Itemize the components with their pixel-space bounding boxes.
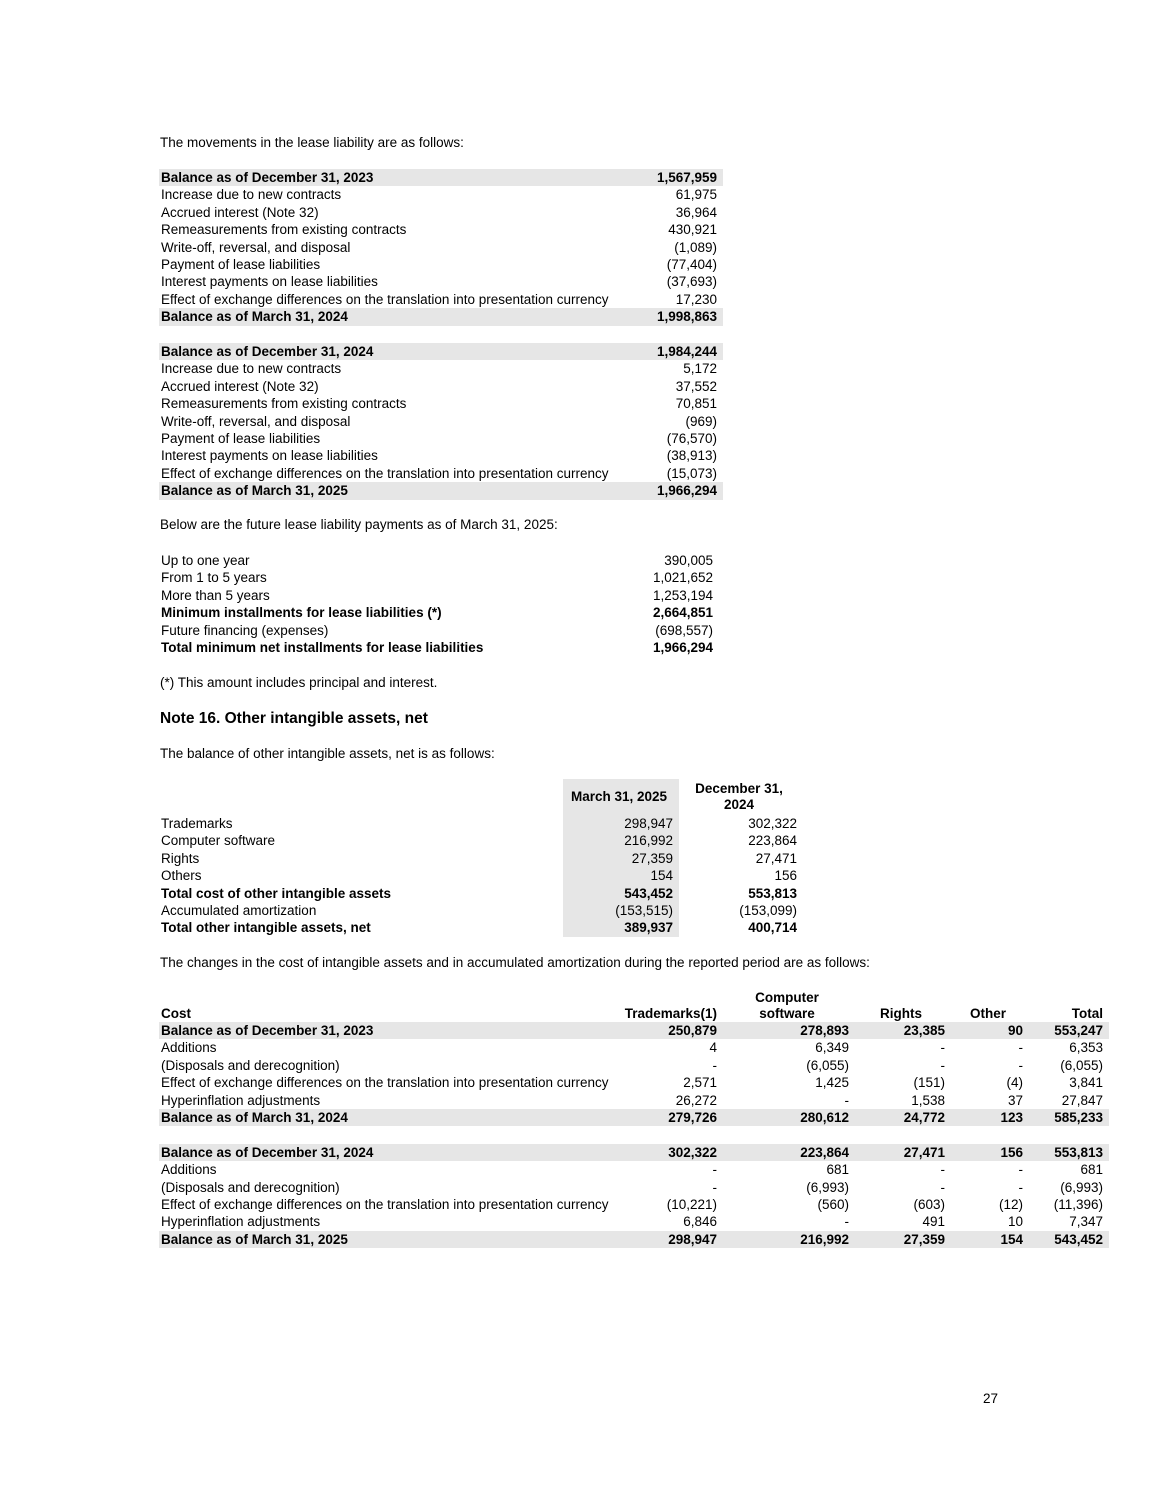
rights-value: (603) <box>913 1197 945 1213</box>
software-header-line2: software <box>759 1006 815 1021</box>
total-value: 681 <box>1080 1162 1103 1178</box>
rights-value: 24,772 <box>855 1109 951 1126</box>
value-march-2025: 27,359 <box>563 850 679 867</box>
value-december-2024: 223,864 <box>748 833 797 849</box>
col-header-december-2024 <box>679 779 803 815</box>
value-december-2024: 553,813 <box>748 885 797 901</box>
future-payments-intro: Below are the future lease liability payments as of March 31, 2025: <box>160 517 558 532</box>
other-value: - <box>1018 1040 1023 1056</box>
other-value: 10 <box>1007 1214 1023 1230</box>
table-row <box>159 465 723 482</box>
row-value: (1,089) <box>674 239 717 255</box>
software-value: 223,864 <box>723 1144 855 1161</box>
table-row <box>159 1144 1109 1161</box>
row-value: (698,557) <box>655 622 713 638</box>
table-row <box>159 204 723 221</box>
rights-value: - <box>940 1057 945 1073</box>
rights-value: - <box>940 1179 945 1195</box>
value-march-2025: (153,515) <box>563 902 679 919</box>
rights-header: Rights <box>880 1006 922 1021</box>
table-row <box>159 447 723 464</box>
table-row <box>159 395 723 412</box>
value-december-2024: 156 <box>774 868 797 884</box>
total-value: (6,993) <box>1060 1179 1103 1195</box>
row-label: Balance as of December 31, 2024 <box>159 343 619 360</box>
row-label: Remeasurements from existing contracts <box>161 396 407 412</box>
total-value: 553,813 <box>1029 1144 1109 1161</box>
row-label: Others <box>161 868 202 884</box>
other-value: - <box>1018 1162 1023 1178</box>
row-label: Write-off, reversal, and disposal <box>161 239 351 255</box>
row-label: Write-off, reversal, and disposal <box>161 413 351 429</box>
rights-value: 491 <box>922 1214 945 1230</box>
row-label: Future financing (expenses) <box>161 622 329 638</box>
other-header: Other <box>969 1006 1006 1021</box>
other-value: (4) <box>1006 1075 1023 1091</box>
trademarks-value: 250,879 <box>619 1022 723 1039</box>
software-header <box>723 988 855 1022</box>
total-value: 6,353 <box>1069 1040 1103 1056</box>
table-row <box>159 221 723 238</box>
rights-value: - <box>940 1040 945 1056</box>
table-row <box>159 622 719 639</box>
changes-intro: The changes in the cost of intangible assets and in accumulated amortization during the reported period are as follows: <box>160 955 870 970</box>
table-row <box>159 867 803 884</box>
row-label: Effect of exchange differences on the translation into presentation currency <box>161 1075 609 1091</box>
row-label: Balance as of March 31, 2025 <box>159 482 619 499</box>
table-row <box>159 815 803 832</box>
row-label: Effect of exchange differences on the translation into presentation currency <box>161 291 609 307</box>
spacer-row <box>159 1126 1109 1143</box>
software-value: (560) <box>817 1197 849 1213</box>
row-label: Effect of exchange differences on the translation into presentation currency <box>161 1197 609 1213</box>
software-value: 1,425 <box>815 1075 849 1091</box>
rights-value: 1,538 <box>911 1092 945 1108</box>
table-row <box>159 378 723 395</box>
table-row <box>159 413 723 430</box>
other-value: (12) <box>998 1197 1023 1213</box>
row-label: Interest payments on lease liabilities <box>161 274 378 290</box>
row-value: 2,664,851 <box>652 605 713 621</box>
table-row <box>159 604 719 621</box>
cost-header: Cost <box>161 1006 191 1021</box>
row-value: 390,005 <box>664 553 713 568</box>
other-value: - <box>1018 1057 1023 1073</box>
row-label: Accrued interest (Note 32) <box>161 378 319 394</box>
table-row <box>159 482 723 499</box>
software-value: 681 <box>826 1162 849 1178</box>
value-march-2025: 543,452 <box>563 885 679 902</box>
table-row <box>159 1161 1109 1178</box>
software-value: 278,893 <box>723 1022 855 1039</box>
row-value: 17,230 <box>675 291 717 307</box>
trademarks-value: 298,947 <box>619 1231 723 1248</box>
intangible-cost-table <box>159 988 1109 1248</box>
row-value: 70,851 <box>675 396 717 412</box>
trademarks-value: 279,726 <box>619 1109 723 1126</box>
table-row <box>159 902 803 919</box>
rights-value: 23,385 <box>855 1022 951 1039</box>
rights-value: - <box>940 1162 945 1178</box>
row-label: Increase due to new contracts <box>161 361 342 377</box>
other-value: 123 <box>951 1109 1029 1126</box>
total-value: (11,396) <box>1053 1197 1103 1213</box>
trademarks-value: 6,846 <box>683 1214 717 1230</box>
row-value: 1,998,863 <box>619 308 723 325</box>
row-value: 37,552 <box>675 378 717 394</box>
row-label: Balance as of March 31, 2024 <box>159 1109 619 1126</box>
rights-value: (151) <box>913 1075 945 1091</box>
table-row <box>159 919 803 936</box>
table-row <box>159 308 723 325</box>
trademarks-value: (10,221) <box>666 1197 717 1213</box>
table-row <box>159 169 723 186</box>
trademarks-header: Trademarks(1) <box>624 1006 717 1021</box>
table-row <box>159 343 723 360</box>
row-value: (38,913) <box>666 448 717 464</box>
row-value: 36,964 <box>675 204 717 220</box>
row-value: (969) <box>685 413 717 429</box>
software-value: 6,349 <box>815 1040 849 1056</box>
row-label: Balance as of March 31, 2025 <box>159 1231 619 1248</box>
trademarks-value: 4 <box>709 1040 717 1056</box>
total-value: 585,233 <box>1029 1109 1109 1126</box>
table-row <box>159 186 723 203</box>
table-row <box>159 239 723 256</box>
page-number: 27 <box>983 1391 999 1406</box>
table-row <box>159 587 719 604</box>
software-value: (6,993) <box>806 1179 849 1195</box>
row-label: Balance as of December 31, 2024 <box>159 1144 619 1161</box>
spacer-cell <box>159 326 723 343</box>
row-label: (Disposals and derecognition) <box>161 1179 340 1195</box>
table-row <box>159 885 803 902</box>
total-value: 553,247 <box>1029 1022 1109 1039</box>
blank-header <box>159 779 563 815</box>
software-value: - <box>844 1092 849 1108</box>
table-row <box>159 1231 1109 1248</box>
row-label: Rights <box>161 850 200 866</box>
row-label: More than 5 years <box>161 587 270 603</box>
row-value: (77,404) <box>666 257 717 273</box>
row-value: 1,984,244 <box>619 343 723 360</box>
lease-intro: The movements in the lease liability are as follows: <box>160 135 464 150</box>
table-row <box>159 1057 1109 1074</box>
table-row <box>159 850 803 867</box>
other-value: 37 <box>1007 1092 1023 1108</box>
row-label: Total minimum net installments for lease liabilities <box>161 640 484 656</box>
row-label: Payment of lease liabilities <box>161 431 321 447</box>
trademarks-value: 302,322 <box>619 1144 723 1161</box>
value-march-2025: 389,937 <box>563 919 679 936</box>
total-value: 27,847 <box>1061 1092 1103 1108</box>
row-value: (37,693) <box>666 274 717 290</box>
table-row <box>159 273 723 290</box>
table-row <box>159 552 719 569</box>
col-header-december-2024-line1: December 31, <box>695 781 783 796</box>
table-row <box>159 1022 1109 1039</box>
row-value: 1,021,652 <box>652 570 713 586</box>
row-value: 430,921 <box>668 222 717 238</box>
future-payments-table <box>159 552 719 656</box>
row-label: Computer software <box>161 833 276 849</box>
table-row <box>159 1109 1109 1126</box>
row-value: 61,975 <box>675 187 717 203</box>
row-value: 1,966,294 <box>652 640 713 656</box>
rights-value: 27,471 <box>855 1144 951 1161</box>
trademarks-value: - <box>712 1179 717 1195</box>
intangible-balance-table <box>159 779 803 937</box>
table-row <box>159 1179 1109 1196</box>
trademarks-value: 26,272 <box>675 1092 717 1108</box>
row-label: Hyperinflation adjustments <box>161 1092 321 1108</box>
row-label: From 1 to 5 years <box>161 570 267 586</box>
row-label: Balance as of March 31, 2024 <box>159 308 619 325</box>
trademarks-value: - <box>712 1162 717 1178</box>
row-label: Remeasurements from existing contracts <box>161 222 407 238</box>
row-label: Hyperinflation adjustments <box>161 1214 321 1230</box>
rights-value: 27,359 <box>855 1231 951 1248</box>
value-march-2025: 298,947 <box>563 815 679 832</box>
spacer-row <box>159 326 723 343</box>
trademarks-value: 2,571 <box>683 1075 717 1091</box>
value-december-2024: 400,714 <box>748 920 797 936</box>
table-row <box>159 360 723 377</box>
row-value: 1,253,194 <box>652 587 713 603</box>
footnote: (*) This amount includes principal and interest. <box>160 675 438 690</box>
row-label: Trademarks <box>161 816 233 831</box>
row-label: Increase due to new contracts <box>161 187 342 203</box>
software-value: - <box>844 1214 849 1230</box>
value-december-2024: 27,471 <box>755 850 797 866</box>
col-header-december-2024-line2: 2024 <box>723 797 755 812</box>
table-row <box>159 1039 1109 1056</box>
table-row <box>159 1092 1109 1109</box>
table-row <box>159 1213 1109 1230</box>
table-row <box>159 569 719 586</box>
lease-movements-table <box>159 169 723 500</box>
value-march-2025: 154 <box>563 867 679 884</box>
table-row <box>159 1196 1109 1213</box>
row-label: Accrued interest (Note 32) <box>161 204 319 220</box>
total-header: Total <box>1071 1006 1103 1021</box>
row-label: Up to one year <box>161 553 250 568</box>
row-label: Accumulated amortization <box>161 903 317 919</box>
table-row <box>159 256 723 273</box>
other-value: 156 <box>951 1144 1029 1161</box>
table-row <box>159 291 723 308</box>
row-label: Additions <box>161 1162 217 1178</box>
row-value: 1,966,294 <box>619 482 723 499</box>
row-value: 5,172 <box>683 361 717 377</box>
row-label: (Disposals and derecognition) <box>161 1057 340 1073</box>
row-label: Interest payments on lease liabilities <box>161 448 378 464</box>
row-value: (76,570) <box>666 431 717 447</box>
software-value: 280,612 <box>723 1109 855 1126</box>
table-row <box>159 1074 1109 1091</box>
other-value: 90 <box>951 1022 1029 1039</box>
row-label: Minimum installments for lease liabilities (*) <box>161 605 442 621</box>
total-value: 7,347 <box>1069 1214 1103 1230</box>
row-value: 1,567,959 <box>619 169 723 186</box>
total-value: (6,055) <box>1060 1057 1103 1073</box>
software-header-line1: Computer <box>755 990 819 1005</box>
note-16-heading: Note 16. Other intangible assets, net <box>160 710 428 727</box>
row-label: Payment of lease liabilities <box>161 257 321 273</box>
row-label: Total other intangible assets, net <box>161 920 371 936</box>
software-value: (6,055) <box>806 1057 849 1073</box>
table-row <box>159 430 723 447</box>
row-label: Additions <box>161 1040 217 1056</box>
trademarks-value: - <box>712 1057 717 1073</box>
row-label: Balance as of December 31, 2023 <box>159 1022 619 1039</box>
row-label: Balance as of December 31, 2023 <box>159 169 619 186</box>
value-march-2025: 216,992 <box>563 832 679 849</box>
other-value: - <box>1018 1179 1023 1195</box>
software-value: 216,992 <box>723 1231 855 1248</box>
table-row <box>159 639 719 656</box>
table-row <box>159 832 803 849</box>
total-value: 543,452 <box>1029 1231 1109 1248</box>
other-value: 154 <box>951 1231 1029 1248</box>
col-header-march-2025: March 31, 2025 <box>563 779 679 815</box>
value-december-2024: 302,322 <box>748 816 797 831</box>
total-value: 3,841 <box>1069 1075 1103 1091</box>
row-label: Total cost of other intangible assets <box>161 885 392 901</box>
row-value: (15,073) <box>666 465 717 481</box>
row-label: Effect of exchange differences on the translation into presentation currency <box>161 465 609 481</box>
value-december-2024: (153,099) <box>739 903 797 919</box>
spacer-cell <box>159 1126 1109 1143</box>
intangible-intro: The balance of other intangible assets, net is as follows: <box>160 746 495 761</box>
